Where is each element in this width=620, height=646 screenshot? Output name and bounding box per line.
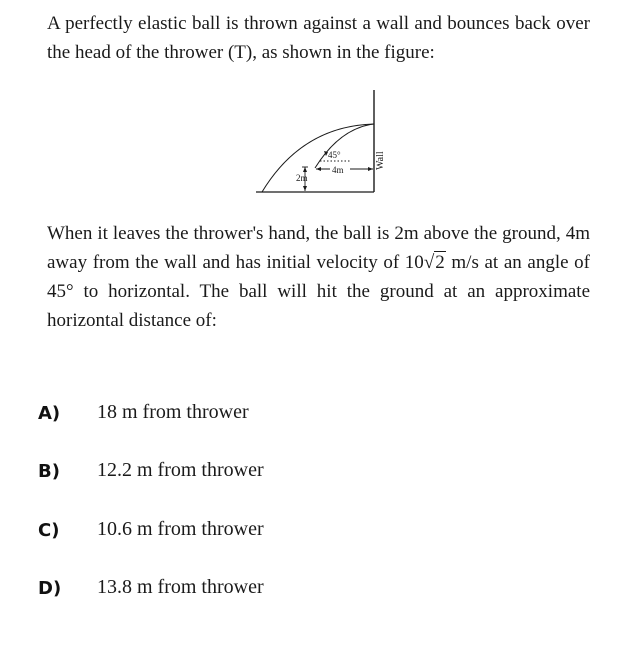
distance-arrowhead-right — [368, 167, 373, 171]
radicand: 2 — [435, 252, 445, 273]
height-label: 2m — [296, 173, 308, 183]
question-body-before: When it leaves the thrower's hand, the ball is 2m above the ground, 4m away from the wall and has initial velocity of 10 — [47, 223, 590, 273]
option-b-text: 12.2 m from thrower — [97, 459, 264, 481]
option-d[interactable] — [0, 576, 620, 606]
option-a-letter: A) — [38, 403, 61, 424]
projectile-figure — [252, 88, 392, 198]
option-c-letter: C) — [38, 520, 60, 541]
trajectory-rebound — [262, 124, 374, 192]
question-intro: A perfectly elastic ball is thrown against a wall and bounces back over the head of the thrower (T), as shown in the figure: — [47, 13, 590, 63]
option-a[interactable] — [0, 401, 620, 431]
option-c-text: 10.6 m from thrower — [97, 518, 264, 540]
option-c[interactable] — [0, 518, 620, 548]
height-arrowhead-top — [303, 167, 307, 172]
question-body — [47, 219, 590, 335]
height-arrowhead-bottom — [303, 186, 307, 191]
square-root: √2 — [423, 252, 445, 273]
option-a-text: 18 m from thrower — [97, 401, 249, 423]
option-b[interactable] — [0, 459, 620, 489]
angle-label: 45° — [328, 150, 341, 160]
option-d-letter: D) — [38, 578, 62, 599]
distance-label: 4m — [332, 165, 344, 175]
question-body-after: m/s at an angle of 45° to horizontal. The ball will hit the ground at an approximate horizontal distance of: — [47, 252, 591, 331]
option-d-text: 13.8 m from thrower — [97, 576, 264, 598]
distance-arrowhead-left — [316, 167, 321, 171]
wall-label: Wall — [375, 151, 386, 170]
option-b-letter: B) — [38, 461, 60, 482]
